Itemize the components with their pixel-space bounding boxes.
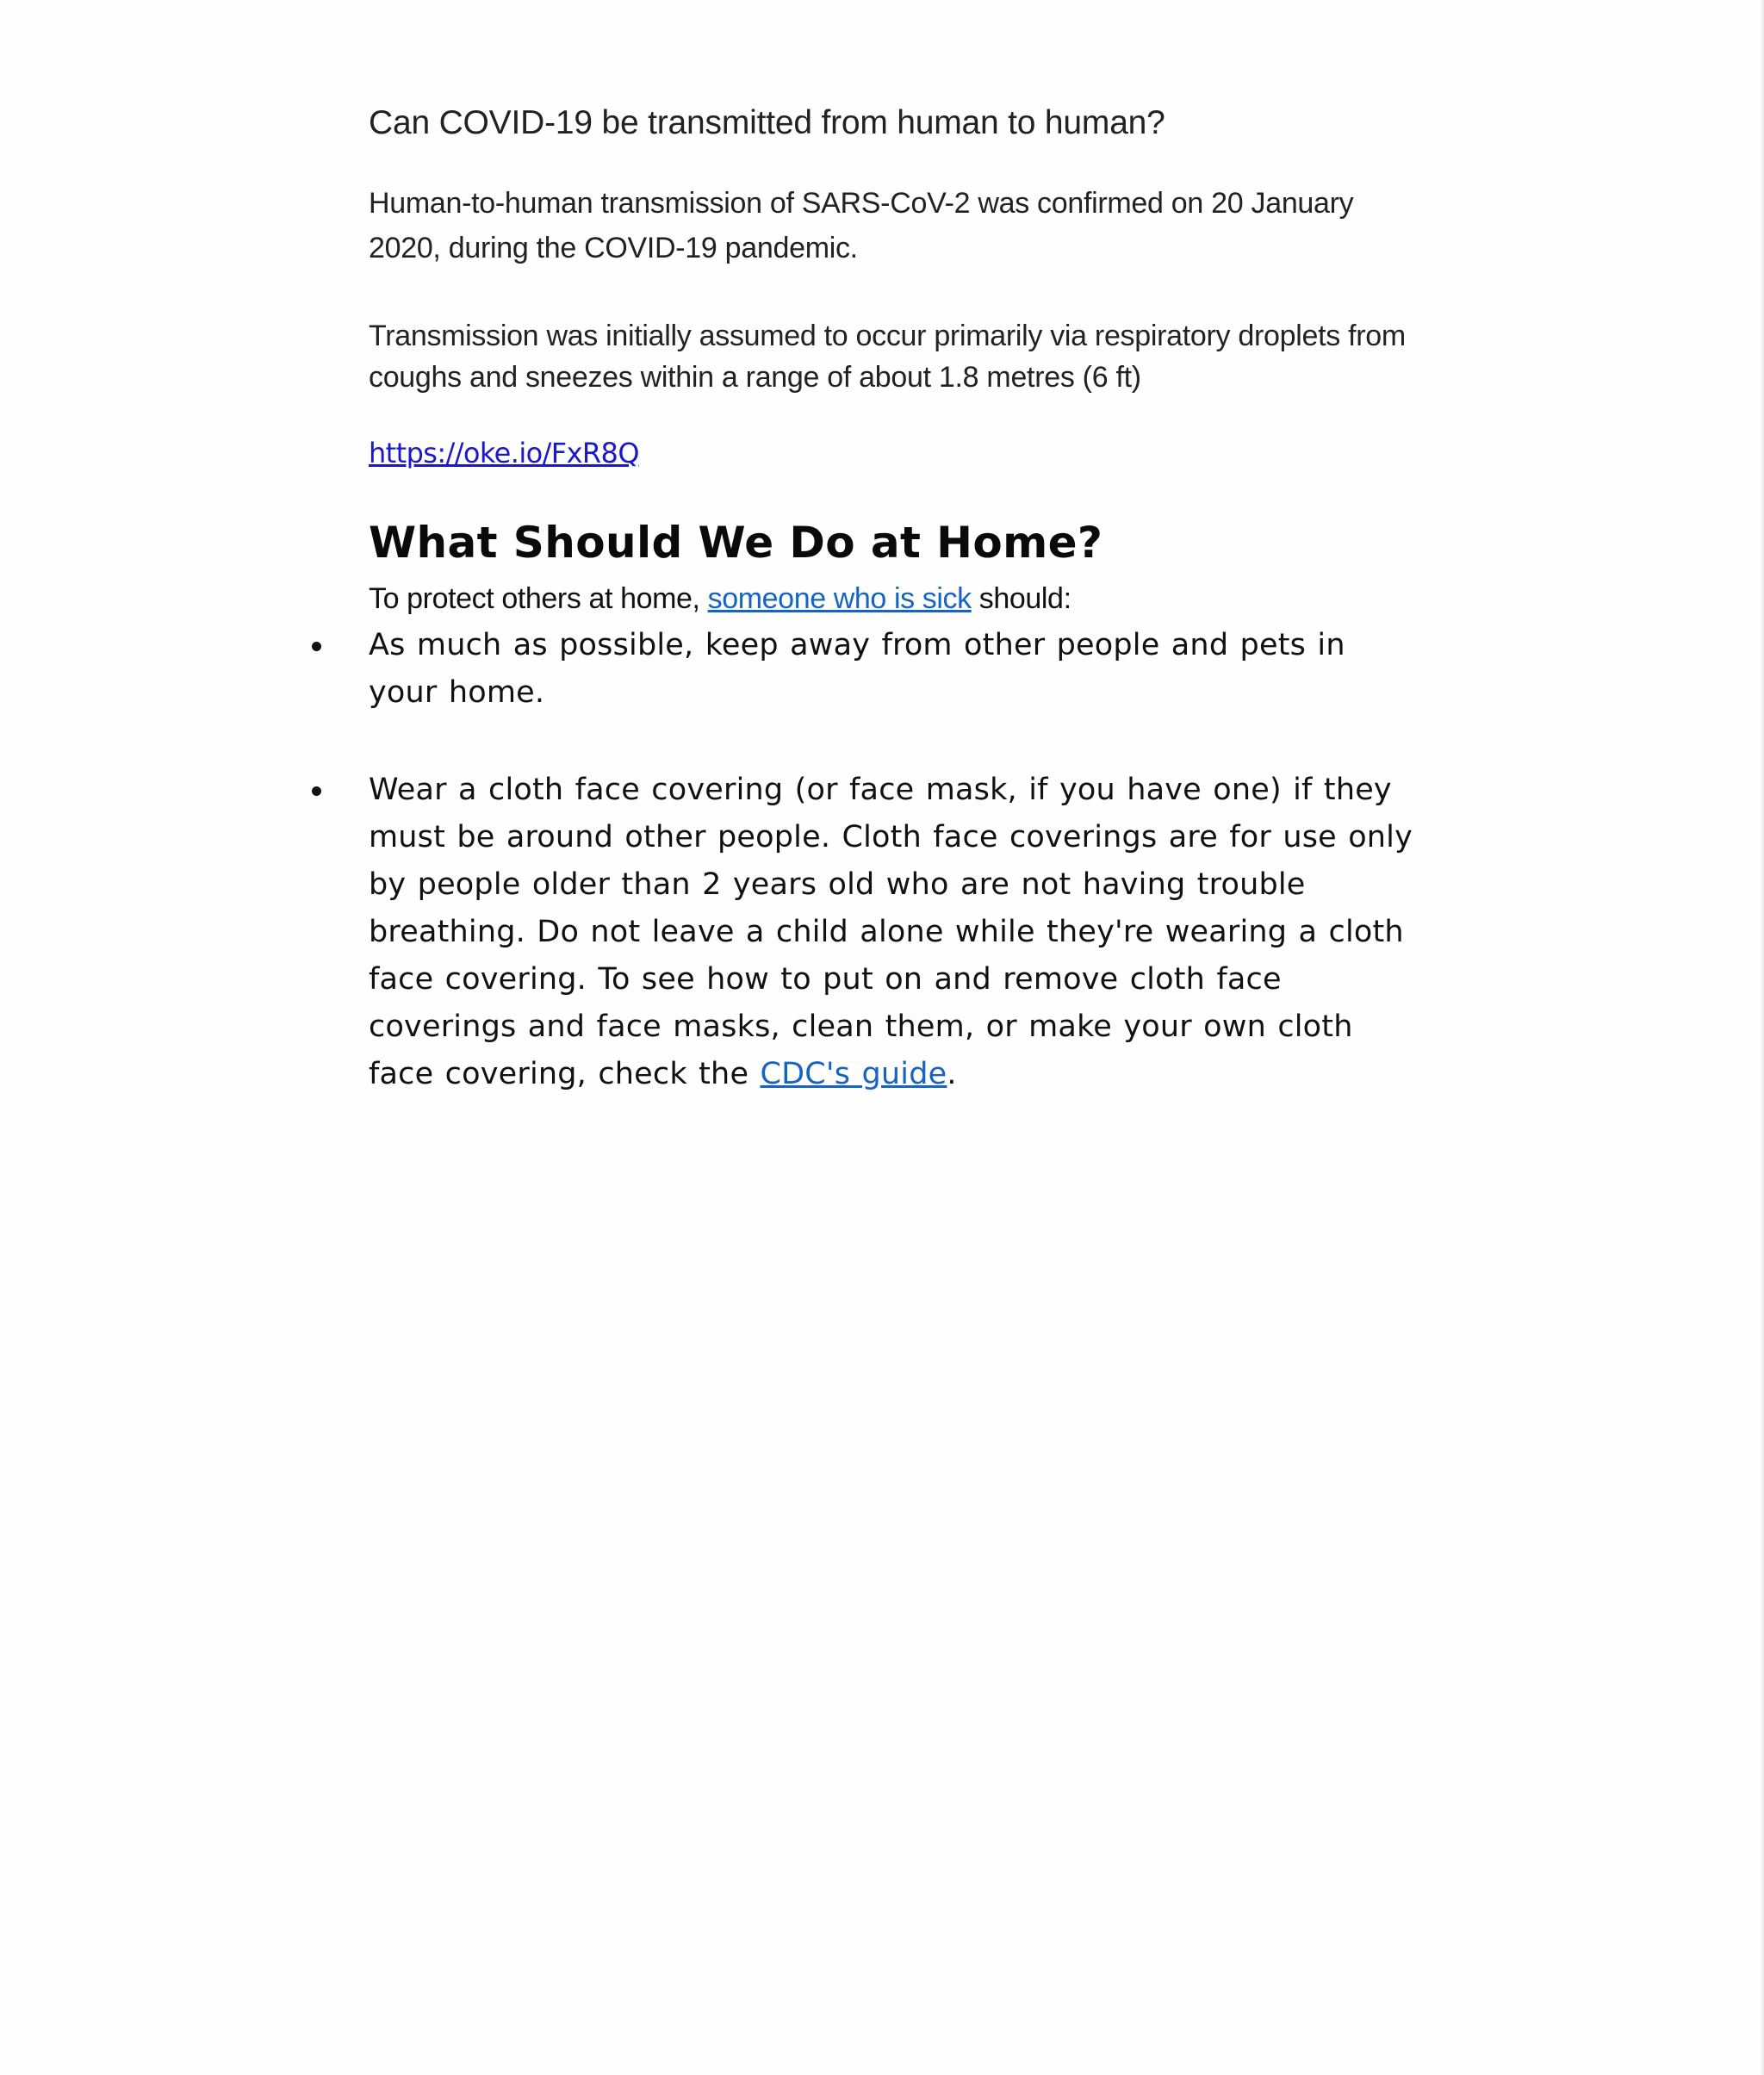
source-link[interactable]: https://oke.io/FxR8Q — [369, 437, 639, 469]
document-content — [369, 102, 1419, 1098]
list-item-text: Wear a cloth face covering (or face mask, if you have one) if they must be around other people. Cloth face coverings are for use only by people older than 2 years old who are not having trouble breathing. Do not leave a child alone while they're wearing a cloth face covering. To see how to put on and remove cloth face coverings and face masks, clean them, or make your own cloth face covering, check the — [369, 773, 1413, 1091]
section-intro — [369, 579, 1419, 618]
bullet-icon — [312, 642, 321, 651]
url-line — [369, 434, 1419, 472]
paragraph-transmission-droplets: Transmission was initially assumed to occur primarily via respiratory droplets from coughs and sneezes within a range of about 1.8 metres (6 ft) — [369, 320, 1406, 394]
list-item-text: As much as possible, keep away from other people and pets in your home. — [369, 628, 1345, 710]
list-item — [369, 622, 1419, 717]
advice-list — [369, 622, 1419, 1098]
section-heading: What Should We Do at Home? — [369, 518, 1103, 568]
list-item — [369, 767, 1419, 1098]
cdc-guide-link[interactable]: CDC's guide — [760, 1057, 947, 1091]
someone-who-is-sick-link[interactable]: someone who is sick — [707, 582, 972, 615]
list-item-text-after: . — [947, 1057, 957, 1091]
paragraph-transmission-confirmed: Human-to-human transmission of SARS-CoV-2 was confirmed on 20 January 2020, during the COVID-19 pandemic. — [369, 187, 1354, 264]
intro-text-after: should: — [971, 582, 1071, 615]
question-title: Can COVID-19 be transmitted from human to human? — [369, 104, 1165, 141]
intro-text-before: To protect others at home, — [369, 582, 708, 615]
bullet-icon — [312, 786, 321, 796]
